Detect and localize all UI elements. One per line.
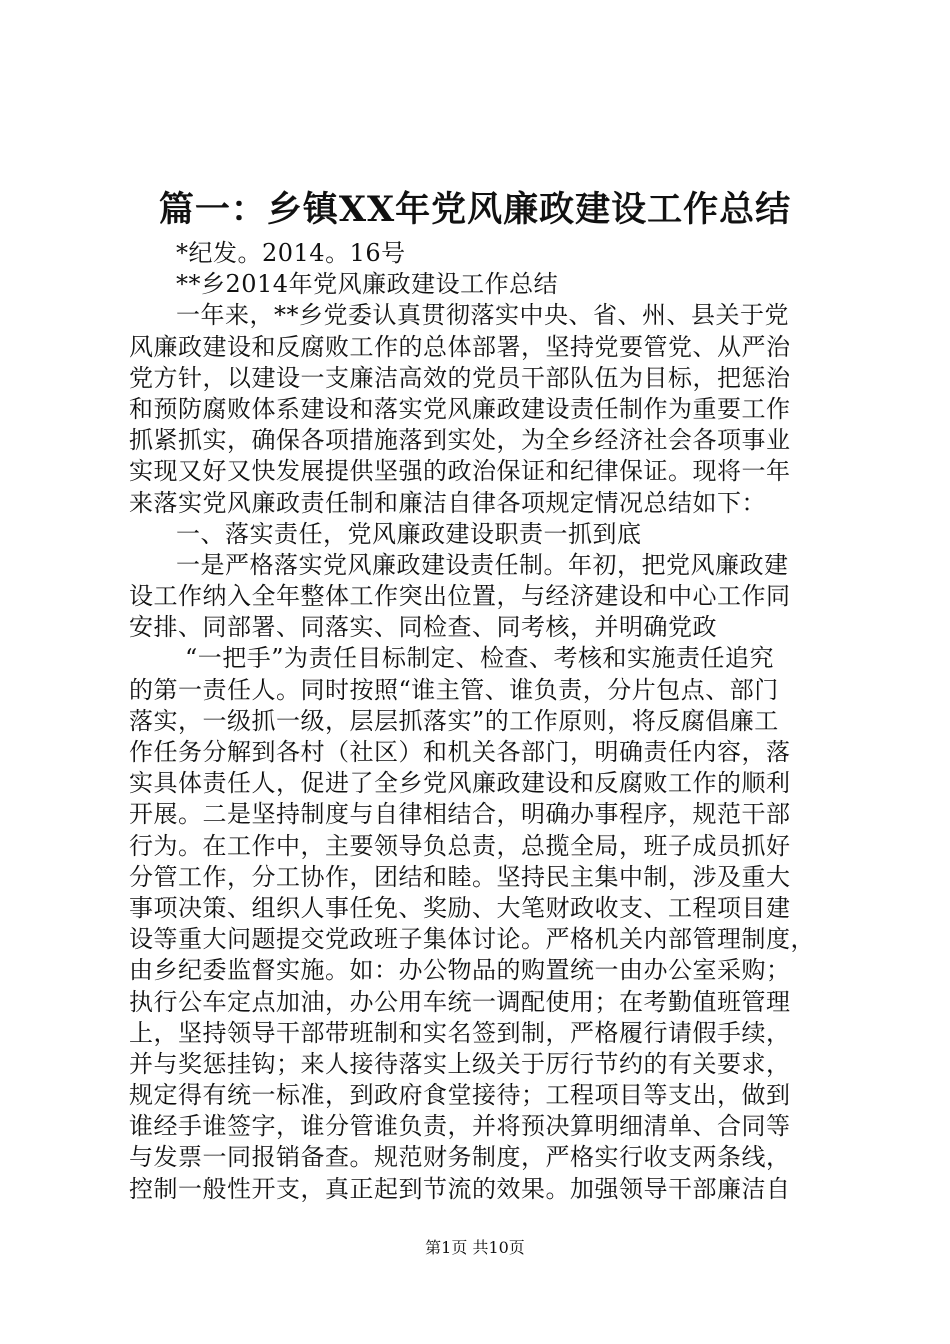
section-heading: 一、落实责任，党风廉政建设职责一抓到底 [176, 519, 642, 548]
body-line: 一年来，**乡党委认真贯彻落实中央、省、州、县关于党 [176, 301, 789, 330]
body-line: 作任务分解到各村（社区）和机关各部门，明确责任内容，落 [129, 738, 791, 766]
body-line: 来落实党风廉政责任制和廉洁自律各项规定情况总结如下： [129, 488, 766, 517]
body-line: 事项决策、组织人事任免、奖励、大笔财政收支、工程项目建 [129, 893, 791, 922]
body-line: 执行公车定点加油，办公用车统一调配使用；在考勤值班管理 [129, 987, 791, 1016]
body-line: 与发票一同报销备查。规范财务制度，严格实行收支两条线， [129, 1143, 791, 1172]
body-line: “一把手”为责任目标制定、检查、考核和实施责任追究 [185, 644, 775, 673]
body-line-doc-number: *纪发。2014。16号 [176, 239, 406, 267]
body-line: 一是严格落实党风廉政建设责任制。年初，把党风廉政建 [176, 550, 789, 579]
body-line: 设等重大问题提交党政班子集体讨论。严格机关内部管理制度， [129, 925, 815, 954]
body-line: 设工作纳入全年整体工作突出位置，与经济建设和中心工作同 [129, 582, 791, 611]
body-line: 谁经手谁签字，谁分管谁负责，并将预决算明细清单、合同等 [129, 1112, 791, 1141]
body-line: 分管工作，分工协作，团结和睦。坚持民主集中制，涉及重大 [129, 862, 791, 891]
page-number-footer: 第1页 共10页 [425, 1238, 525, 1257]
body-line: 党方针，以建设一支廉洁高效的党员干部队伍为目标，把惩治 [129, 363, 791, 392]
body-line: 开展。二是坚持制度与自律相结合，明确办事程序，规范干部 [129, 800, 791, 829]
body-line-subtitle: **乡2014年党风廉政建设工作总结 [176, 270, 559, 299]
body-line: 实具体责任人，促进了全乡党风廉政建设和反腐败工作的顺利 [129, 769, 791, 798]
document-title: 篇一：乡镇XX年党风廉政建设工作总结 [158, 189, 792, 230]
body-line: 的第一责任人。同时按照“谁主管、谁负责，分片包点、部门 [129, 675, 779, 704]
body-line: 上，坚持领导干部带班制和实名签到制，严格履行请假手续， [129, 1018, 791, 1047]
body-line: 实现又好又快发展提供坚强的政治保证和纪律保证。现将一年 [129, 457, 791, 486]
body-line: 行为。在工作中，主要领导负总责，总揽全局，班子成员抓好 [129, 831, 791, 860]
document-body [129, 238, 829, 1205]
body-line: 安排、同部署、同落实、同检查、同考核，并明确党政 [129, 613, 717, 642]
body-line: 和预防腐败体系建设和落实党风廉政建设责任制作为重要工作 [129, 394, 791, 423]
body-line: 抓紧抓实，确保各项措施落到实处，为全乡经济社会各项事业 [129, 426, 791, 455]
body-line: 风廉政建设和反腐败工作的总体部署，坚持党要管党、从严治 [129, 332, 791, 361]
body-line: 控制一般性开支，真正起到节流的效果。加强领导干部廉洁自 [129, 1174, 791, 1203]
body-line: 并与奖惩挂钩；来人接待落实上级关于厉行节约的有关要求， [129, 1049, 791, 1078]
body-line: 落实，一级抓一级，层层抓落实”的工作原则，将反腐倡廉工 [129, 706, 779, 735]
body-line: 由乡纪委监督实施。如：办公物品的购置统一由办公室采购； [129, 956, 791, 985]
body-line: 规定得有统一标准，到政府食堂接待；工程项目等支出，做到 [129, 1081, 791, 1110]
